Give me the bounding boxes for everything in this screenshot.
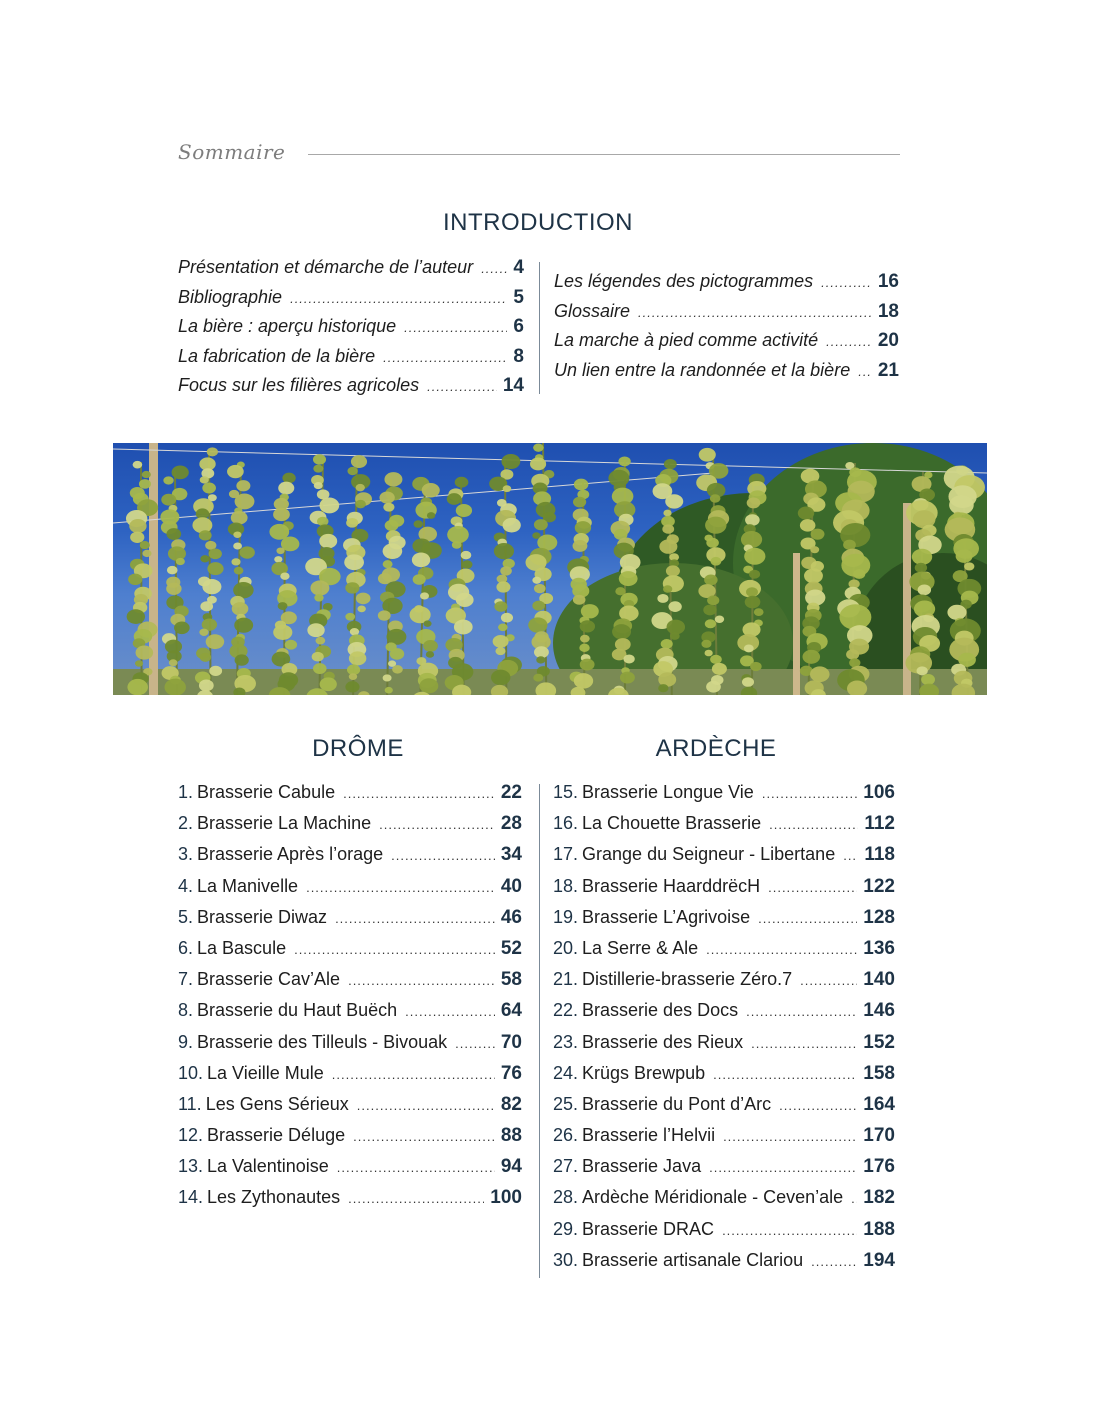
hop-field-photo	[113, 443, 987, 695]
leader-dots	[405, 1004, 495, 1019]
entry-page-number: 94	[500, 1156, 522, 1178]
toc-entry[interactable]	[553, 1250, 895, 1281]
entry-page-number: 164	[863, 1093, 895, 1115]
toc-entry[interactable]	[178, 1125, 522, 1156]
entry-number: 10.	[178, 1062, 204, 1083]
toc-entry[interactable]	[554, 360, 899, 390]
entry-title: La Chouette Brasserie	[582, 813, 762, 834]
entry-page-number: 82	[500, 1093, 522, 1115]
entry-number: 12.	[178, 1125, 204, 1146]
entry-number: 11.	[178, 1093, 202, 1114]
toc-entry[interactable]	[553, 813, 895, 844]
entry-number: 5.	[178, 906, 194, 927]
leader-dots	[751, 1036, 857, 1051]
entry-page-number: 64	[500, 1000, 522, 1022]
leader-dots	[383, 350, 507, 365]
entry-number: 30.	[553, 1249, 579, 1270]
entry-number: 17.	[553, 844, 579, 865]
entry-page-number: 188	[863, 1218, 895, 1240]
entry-number: 6.	[178, 937, 194, 958]
entry-title: Brasserie des Tilleuls - Bivouak	[197, 1031, 448, 1052]
leader-dots	[858, 364, 872, 379]
entry-page-number: 18	[877, 300, 899, 322]
intro-left-column	[178, 257, 524, 405]
entry-title: La Serre & Ale	[582, 937, 699, 958]
entry-title: Brasserie Java	[582, 1156, 702, 1177]
entry-page-number: 152	[863, 1031, 895, 1053]
leader-dots	[455, 1036, 495, 1051]
entry-title: Brasserie La Machine	[197, 813, 372, 834]
entry-title: Brasserie Déluge	[207, 1125, 346, 1146]
toc-entry[interactable]	[178, 1000, 522, 1031]
leader-dots	[811, 1254, 857, 1269]
entry-page-number: 140	[863, 969, 895, 991]
entry-page-number: 6	[513, 316, 524, 337]
toc-entry[interactable]	[178, 1156, 522, 1187]
entry-title: Brasserie l’Helvii	[582, 1125, 716, 1146]
entry-page-number: 14	[502, 375, 524, 396]
entry-title: La Manivelle	[197, 875, 299, 896]
header-label: Sommaire	[178, 140, 286, 164]
toc-entry[interactable]	[178, 1187, 522, 1218]
entry-title: La Vieille Mule	[207, 1062, 324, 1083]
entry-page-number: 118	[864, 844, 895, 866]
leader-dots	[427, 379, 497, 394]
entry-title: Brasserie DRAC	[582, 1218, 715, 1239]
entry-title: Brasserie L’Agrivoise	[582, 906, 751, 927]
entry-page-number: 170	[863, 1125, 895, 1147]
toc-entry[interactable]	[178, 876, 522, 907]
entry-title: Focus sur les filières agricoles	[178, 375, 420, 395]
leader-dots	[851, 1191, 857, 1206]
entry-number: 21.	[553, 969, 579, 990]
toc-entry[interactable]	[178, 1032, 522, 1063]
leader-dots	[762, 786, 857, 801]
entry-page-number: 112	[864, 813, 895, 835]
toc-entry[interactable]	[178, 287, 524, 317]
entry-title: Ardèche Méridionale - Ceven’ale	[582, 1187, 844, 1208]
entry-page-number: 40	[500, 875, 522, 897]
ardeche-list	[553, 782, 895, 1281]
leader-dots	[337, 1160, 495, 1175]
entry-page-number: 4	[513, 257, 524, 278]
leader-dots	[826, 334, 872, 349]
toc-entry[interactable]	[178, 907, 522, 938]
entry-number: 28.	[553, 1187, 579, 1208]
entry-number: 27.	[553, 1156, 579, 1177]
toc-entry[interactable]	[553, 938, 895, 969]
entry-title: Brasserie Après l’orage	[197, 844, 384, 865]
leader-dots	[481, 261, 507, 276]
toc-entry[interactable]	[553, 844, 895, 875]
entry-number: 3.	[178, 844, 194, 865]
toc-entry[interactable]	[178, 782, 522, 813]
entry-page-number: 158	[863, 1062, 895, 1084]
entry-title: Brasserie des Rieux	[582, 1031, 744, 1052]
toc-entry[interactable]	[553, 1000, 895, 1031]
entry-title: Brasserie Longue Vie	[582, 782, 754, 802]
leader-dots	[379, 817, 495, 832]
entry-number: 29.	[553, 1218, 579, 1239]
entry-number: 24.	[553, 1062, 579, 1083]
leader-dots	[348, 973, 495, 988]
leader-dots	[768, 880, 857, 895]
entry-number: 13.	[178, 1156, 204, 1177]
entry-title: Brasserie HaarddrëcH	[582, 875, 761, 896]
header-rule	[308, 154, 900, 155]
toc-entry[interactable]	[553, 1156, 895, 1187]
toc-entry[interactable]	[178, 375, 524, 405]
toc-entry[interactable]	[178, 1094, 522, 1125]
entry-title: Brasserie Cav’Ale	[197, 969, 341, 990]
entry-number: 22.	[553, 1000, 579, 1021]
entry-page-number: 128	[863, 906, 895, 928]
ardeche-title: ARDÈCHE	[655, 735, 777, 762]
entry-page-number: 88	[500, 1125, 522, 1147]
leader-dots	[746, 1004, 857, 1019]
entry-title: Un lien entre la randonnée et la bière	[554, 359, 851, 380]
entry-title: Brasserie du Haut Buëch	[197, 1000, 398, 1021]
entry-title: Brasserie des Docs	[582, 1000, 739, 1021]
entry-page-number: 28	[500, 813, 522, 835]
entry-page-number: 136	[863, 937, 895, 959]
leader-dots	[335, 911, 495, 926]
page-header	[178, 140, 900, 170]
entry-title: Présentation et démarche de l’auteur	[178, 257, 474, 277]
entry-number: 8.	[178, 1000, 194, 1021]
entry-number: 20.	[553, 937, 579, 958]
leader-dots	[348, 1191, 484, 1206]
entry-number: 23.	[553, 1031, 579, 1052]
entry-page-number: 76	[500, 1062, 522, 1084]
leader-dots	[294, 942, 495, 957]
entry-page-number: 21	[877, 359, 899, 381]
toc-entry[interactable]	[554, 330, 899, 360]
toc-entry[interactable]	[554, 271, 899, 301]
drome-list	[178, 782, 522, 1219]
leader-dots	[769, 817, 858, 832]
toc-entry[interactable]	[553, 1125, 895, 1156]
entry-title: La Valentinoise	[207, 1156, 329, 1177]
toc-entry[interactable]	[178, 813, 522, 844]
entry-number: 26.	[553, 1125, 579, 1146]
entry-number: 7.	[178, 969, 194, 990]
entry-page-number: 182	[863, 1187, 895, 1209]
entry-title: Les légendes des pictogrammes	[554, 271, 814, 291]
entry-title: Brasserie Cabule	[197, 782, 336, 802]
leader-dots	[800, 973, 857, 988]
toc-entry[interactable]	[178, 844, 522, 875]
toc-entry[interactable]	[178, 316, 524, 346]
entry-number: 2.	[178, 813, 194, 834]
leader-dots	[779, 1098, 857, 1113]
toc-entry[interactable]	[553, 1187, 895, 1218]
entry-page-number: 176	[863, 1156, 895, 1178]
leader-dots	[821, 275, 872, 290]
entry-title: La fabrication de la bière	[178, 345, 376, 366]
regions-divider	[539, 784, 540, 1278]
leader-dots	[638, 305, 872, 320]
entry-page-number: 34	[500, 844, 522, 866]
entry-page-number: 22	[500, 782, 522, 803]
leader-dots	[404, 320, 507, 335]
entry-page-number: 52	[500, 937, 522, 959]
entry-number: 4.	[178, 875, 194, 896]
leader-dots	[306, 880, 495, 895]
leader-dots	[843, 848, 858, 863]
entry-title: Krügs Brewpub	[582, 1062, 706, 1083]
toc-entry[interactable]	[178, 938, 522, 969]
entry-title: Glossaire	[554, 300, 631, 321]
entry-number: 1.	[178, 782, 194, 802]
intro-right-column	[554, 271, 899, 389]
entry-page-number: 100	[490, 1187, 522, 1209]
toc-entry[interactable]	[553, 1063, 895, 1094]
toc-entry[interactable]	[178, 1063, 522, 1094]
entry-number: 9.	[178, 1031, 194, 1052]
entry-title: Grange du Seigneur - Libertane	[582, 844, 836, 865]
toc-entry[interactable]	[178, 257, 524, 287]
leader-dots	[758, 911, 857, 926]
entry-page-number: 5	[513, 286, 524, 308]
toc-entry[interactable]	[553, 1032, 895, 1063]
entry-page-number: 122	[863, 875, 895, 897]
toc-entry[interactable]	[178, 346, 524, 376]
toc-entry[interactable]	[178, 969, 522, 1000]
entry-page-number: 70	[500, 1031, 522, 1053]
hop-field-icon	[113, 443, 987, 695]
leader-dots	[706, 942, 857, 957]
toc-entry[interactable]	[553, 782, 895, 813]
entry-title: La bière : aperçu historique	[178, 316, 397, 336]
entry-number: 14.	[178, 1187, 204, 1208]
entry-title: Les Zythonautes	[207, 1187, 341, 1208]
entry-number: 19.	[553, 906, 579, 927]
leader-dots	[713, 1067, 857, 1082]
entry-title: Brasserie artisanale Clariou	[582, 1249, 804, 1270]
entry-page-number: 106	[863, 782, 895, 803]
leader-dots	[343, 786, 495, 801]
leader-dots	[709, 1160, 857, 1175]
entry-title: Les Gens Sérieux	[205, 1093, 349, 1114]
intro-title: INTRODUCTION	[443, 209, 633, 236]
toc-entry[interactable]	[553, 907, 895, 938]
toc-entry[interactable]	[554, 301, 899, 331]
toc-entry[interactable]	[553, 969, 895, 1000]
leader-dots	[357, 1098, 495, 1113]
entry-title: Brasserie Diwaz	[197, 906, 328, 927]
intro-divider	[539, 262, 540, 394]
leader-dots	[723, 1129, 857, 1144]
entry-page-number: 58	[500, 969, 522, 991]
entry-title: La Bascule	[197, 937, 287, 958]
entry-page-number: 46	[500, 906, 522, 928]
toc-entry[interactable]	[553, 1094, 895, 1125]
leader-dots	[290, 291, 507, 306]
entry-title: Bibliographie	[178, 286, 283, 307]
entry-number: 16.	[553, 813, 579, 834]
leader-dots	[353, 1129, 495, 1144]
toc-entry[interactable]	[553, 1219, 895, 1250]
entry-page-number: 20	[877, 330, 899, 351]
entry-title: La marche à pied comme activité	[554, 330, 819, 350]
entry-title: Brasserie du Pont d’Arc	[582, 1093, 772, 1114]
entry-number: 25.	[553, 1093, 579, 1114]
toc-entry[interactable]	[553, 876, 895, 907]
entry-page-number: 146	[863, 1000, 895, 1022]
entry-title: Distillerie-brasserie Zéro.7	[582, 969, 793, 990]
drome-title: DRÔME	[312, 735, 404, 762]
entry-number: 18.	[553, 875, 579, 896]
entry-number: 15.	[553, 782, 579, 802]
leader-dots	[391, 848, 495, 863]
leader-dots	[332, 1067, 495, 1082]
entry-page-number: 16	[877, 271, 899, 292]
entry-page-number: 8	[513, 345, 524, 367]
entry-page-number: 194	[863, 1249, 895, 1271]
leader-dots	[722, 1223, 857, 1238]
